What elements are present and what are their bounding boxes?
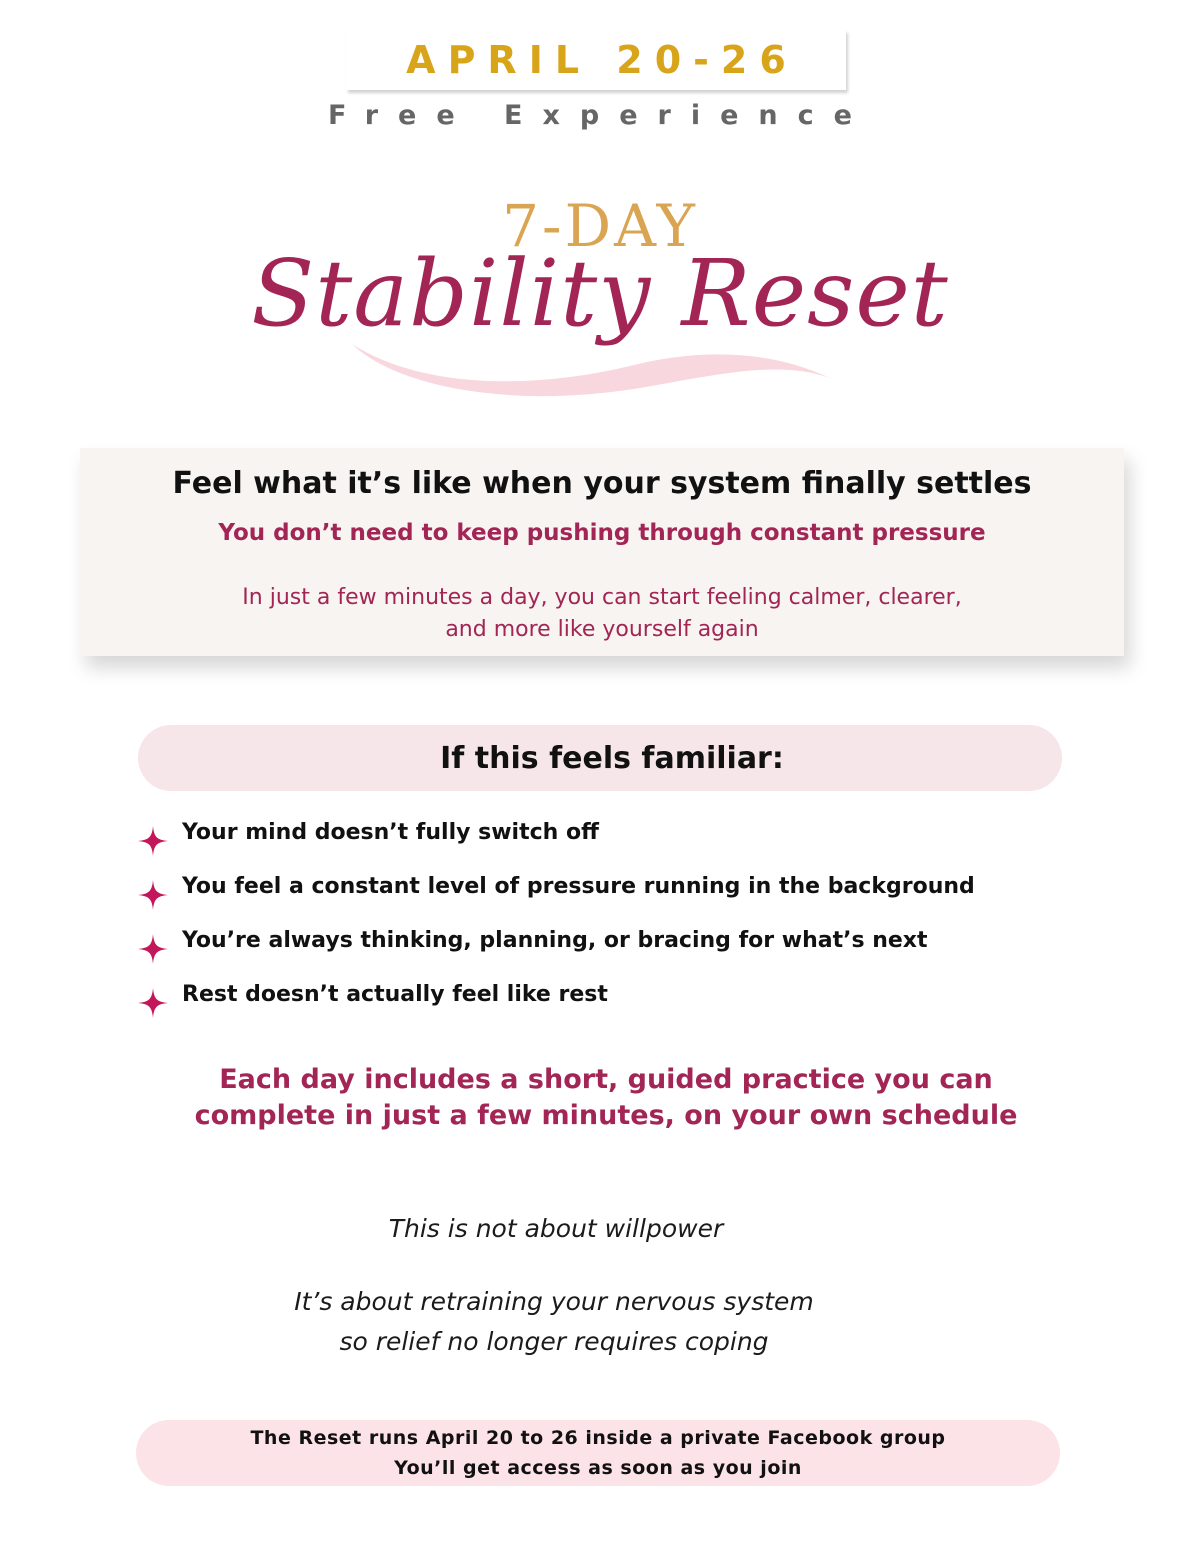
retraining-line: so relief no longer requires coping — [339, 1327, 769, 1356]
list-item — [136, 816, 1036, 870]
practice-line: complete in just a few minutes, on your own schedule — [194, 1100, 1018, 1131]
intro-body — [220, 582, 984, 646]
willpower-statement: This is not about willpower — [388, 1214, 724, 1243]
access-info-banner — [136, 1420, 1060, 1486]
swoosh-decoration — [340, 330, 840, 410]
intro-body-line: and more like yourself again — [445, 617, 759, 642]
list-item-text: Rest doesn’t actually feel like rest — [182, 982, 608, 1007]
sparkle-icon — [136, 986, 170, 1020]
list-item-text: You feel a constant level of pressure running in the background — [182, 874, 975, 899]
list-item — [136, 978, 1036, 1032]
list-item-text: Your mind doesn’t fully switch off — [182, 820, 599, 845]
retraining-line: It’s about retraining your nervous system — [294, 1287, 814, 1316]
sparkle-icon — [136, 932, 170, 966]
practice-line: Each day includes a short, guided practice you can — [219, 1064, 993, 1095]
date-range: APRIL 20-26 — [406, 38, 798, 82]
title-days: 7-DAY — [502, 192, 698, 260]
familiar-banner — [138, 725, 1062, 791]
practice-statement — [150, 1062, 1062, 1134]
page-title: Stability Reset — [251, 240, 949, 347]
list-item — [136, 870, 1036, 924]
sparkle-icon — [136, 824, 170, 858]
date-badge — [346, 30, 846, 90]
event-subtitle: Free Experience — [328, 100, 872, 131]
footer-line: The Reset runs April 20 to 26 inside a private Facebook group — [250, 1427, 946, 1449]
familiar-heading: If this feels familiar: — [440, 740, 784, 776]
intro-heading: Feel what it’s like when your system finally settles — [172, 466, 1032, 501]
retraining-statement — [204, 1282, 904, 1362]
list-item-text: You’re always thinking, planning, or bracing for what’s next — [182, 928, 928, 953]
list-item — [136, 924, 1036, 978]
intro-body-line: In just a few minutes a day, you can start feeling calmer, clearer, — [242, 585, 962, 610]
footer-line: You’ll get access as soon as you join — [394, 1457, 802, 1479]
intro-card — [80, 448, 1124, 656]
intro-subheading: You don’t need to keep pushing through constant pressure — [218, 520, 986, 546]
sparkle-icon — [136, 878, 170, 912]
symptom-list — [136, 816, 1036, 1032]
